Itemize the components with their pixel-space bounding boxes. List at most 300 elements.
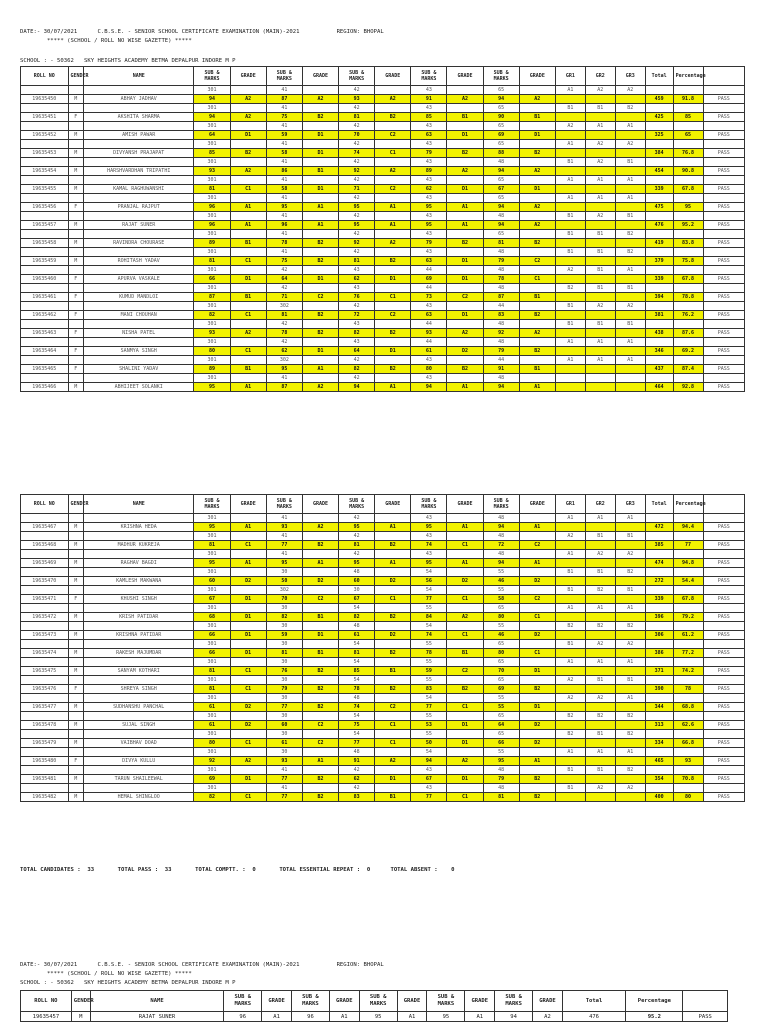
column-header: SUB & MARKS <box>483 495 519 514</box>
total: 464 <box>645 383 673 392</box>
subject-marks: 85 <box>339 667 375 676</box>
subject-code-row <box>21 194 745 203</box>
gender: M <box>68 221 83 230</box>
empty-cell <box>83 194 194 203</box>
subject-marks: 77 <box>339 739 375 748</box>
subject-grade: D2 <box>447 577 483 586</box>
empty-cell <box>375 140 411 149</box>
empty-cell <box>447 766 483 775</box>
internal-grade: B1 <box>615 676 645 685</box>
subject-marks: 81 <box>194 185 230 194</box>
subject-marks: 75 <box>339 721 375 730</box>
subject-code: 65 <box>483 194 519 203</box>
empty-cell <box>83 514 194 523</box>
subject-grade: B2 <box>375 613 411 622</box>
empty-cell <box>447 266 483 275</box>
subject-marks: 78 <box>411 649 447 658</box>
subject-code: 48 <box>483 320 519 329</box>
empty-cell <box>21 586 69 595</box>
subject-code: 301 <box>194 104 230 113</box>
gender: M <box>68 149 83 158</box>
subject-code: 301 <box>194 284 230 293</box>
empty-cell <box>83 122 194 131</box>
subject-code: 54 <box>339 658 375 667</box>
subject-marks: 81 <box>194 257 230 266</box>
subject-code: 48 <box>483 266 519 275</box>
empty-cell <box>375 712 411 721</box>
gr-blank <box>555 185 585 194</box>
subject-grade: A2 <box>533 1012 563 1022</box>
subject-code: 55 <box>411 730 447 739</box>
subject-code: 30 <box>266 694 302 703</box>
empty-cell <box>703 284 744 293</box>
subject-code: 42 <box>339 532 375 541</box>
subject-code: 42 <box>339 176 375 185</box>
subject-code: 302 <box>266 302 302 311</box>
subject-code: 42 <box>339 140 375 149</box>
internal-grade: B1 <box>555 586 585 595</box>
subject-grade: D2 <box>230 721 266 730</box>
empty-cell <box>21 550 69 559</box>
empty-cell <box>68 658 83 667</box>
subject-code: 301 <box>194 158 230 167</box>
empty-cell <box>519 374 555 383</box>
empty-cell <box>302 658 338 667</box>
subject-marks: 67 <box>483 185 519 194</box>
empty-cell <box>21 212 69 221</box>
subject-code: 43 <box>411 374 447 383</box>
empty-cell <box>230 676 266 685</box>
subject-grade: C2 <box>302 595 338 604</box>
empty-cell <box>703 86 744 95</box>
total: 465 <box>645 757 673 766</box>
empty-cell <box>519 320 555 329</box>
subject-marks: 77 <box>411 703 447 712</box>
internal-grade: B1 <box>555 302 585 311</box>
empty-cell <box>230 766 266 775</box>
roll-no: 19635450 <box>21 95 69 104</box>
empty-cell <box>673 302 703 311</box>
column-header: GRADE <box>375 495 411 514</box>
empty-cell <box>447 140 483 149</box>
subject-marks: 75 <box>266 113 302 122</box>
empty-cell <box>230 104 266 113</box>
subject-grade: D2 <box>230 703 266 712</box>
percentage: 78.8 <box>673 293 703 302</box>
gr-blank <box>555 793 585 802</box>
internal-grade: A1 <box>555 140 585 149</box>
page3-school-line: SCHOOL : - 50362 SKY HEIGHTS ACADEMY BETMA DEPALPUR INDORE M P <box>20 980 236 986</box>
student-row <box>21 685 745 694</box>
subject-marks: 91 <box>483 365 519 374</box>
empty-cell <box>302 640 338 649</box>
subject-code: 42 <box>339 212 375 221</box>
gender: M <box>68 613 83 622</box>
internal-grade: B1 <box>615 320 645 329</box>
percentage: 95.2 <box>673 221 703 230</box>
column-header: SUB & MARKS <box>339 67 375 86</box>
empty-cell <box>21 266 69 275</box>
subject-code: 301 <box>194 176 230 185</box>
subject-code: 44 <box>483 302 519 311</box>
total: 459 <box>645 95 673 104</box>
empty-cell <box>302 748 338 757</box>
empty-cell <box>447 86 483 95</box>
subject-grade: B2 <box>519 239 555 248</box>
gr-blank <box>555 221 585 230</box>
subject-marks: 79 <box>483 347 519 356</box>
student-row <box>21 649 745 658</box>
subject-grade: A1 <box>302 203 338 212</box>
result: PASS <box>703 167 744 176</box>
subject-marks: 70 <box>483 667 519 676</box>
gender: F <box>68 595 83 604</box>
subject-marks: 72 <box>339 311 375 320</box>
student-name: SUDHANSHU PANCHAL <box>83 703 194 712</box>
empty-cell <box>68 104 83 113</box>
subject-marks: 64 <box>483 721 519 730</box>
subject-code: 54 <box>411 568 447 577</box>
student-name: APURVA VASKALE <box>83 275 194 284</box>
empty-cell <box>302 374 338 383</box>
subject-code: 301 <box>194 320 230 329</box>
empty-cell <box>673 86 703 95</box>
subject-code: 55 <box>483 694 519 703</box>
total: 385 <box>645 541 673 550</box>
subject-code: 301 <box>194 550 230 559</box>
result: PASS <box>703 383 744 392</box>
result: PASS <box>683 1012 728 1022</box>
empty-cell <box>703 730 744 739</box>
gender: M <box>71 1012 90 1022</box>
gr-blank <box>555 649 585 658</box>
student-row <box>21 523 745 532</box>
gr-blank <box>555 721 585 730</box>
roll-no: 19635473 <box>21 631 69 640</box>
percentage: 94.8 <box>673 559 703 568</box>
empty-cell <box>375 586 411 595</box>
subject-marks: 66 <box>483 739 519 748</box>
gr-blank <box>585 167 615 176</box>
internal-grade: A2 <box>555 532 585 541</box>
student-name: KAMAL RAGHUWANSHI <box>83 185 194 194</box>
subject-marks: 81 <box>266 649 302 658</box>
subject-grade: C1 <box>230 793 266 802</box>
subject-marks: 53 <box>411 721 447 730</box>
gender: F <box>68 113 83 122</box>
subject-code: 54 <box>411 694 447 703</box>
subject-code: 42 <box>339 194 375 203</box>
subject-grade: A1 <box>230 559 266 568</box>
subject-grade: C1 <box>230 685 266 694</box>
result: PASS <box>703 131 744 140</box>
internal-grade: B2 <box>615 104 645 113</box>
subject-marks: 96 <box>194 221 230 230</box>
roll-no: 19635479 <box>21 739 69 748</box>
empty-cell <box>645 550 673 559</box>
empty-cell <box>703 676 744 685</box>
subject-code: 48 <box>483 248 519 257</box>
empty-cell <box>21 640 69 649</box>
subject-marks: 67 <box>411 775 447 784</box>
subject-code: 65 <box>483 104 519 113</box>
subject-code: 30 <box>266 568 302 577</box>
subject-grade: B1 <box>447 649 483 658</box>
subject-grade: B1 <box>230 365 266 374</box>
empty-cell <box>302 176 338 185</box>
empty-cell <box>645 604 673 613</box>
subject-code-row <box>21 230 745 239</box>
total: 325 <box>645 131 673 140</box>
subject-code-row <box>21 622 745 631</box>
subject-grade: B2 <box>302 775 338 784</box>
gender: M <box>68 95 83 104</box>
subject-marks: 95 <box>339 221 375 230</box>
subject-code: 43 <box>339 266 375 275</box>
gr-blank <box>615 775 645 784</box>
total: 381 <box>645 311 673 320</box>
empty-cell <box>673 140 703 149</box>
student-name: DIVYA KULLU <box>83 757 194 766</box>
gr-blank <box>585 257 615 266</box>
subject-grade: D2 <box>519 577 555 586</box>
column-header: GRADE <box>397 991 427 1012</box>
gender: M <box>68 631 83 640</box>
empty-cell <box>375 784 411 793</box>
summary-totals: TOTAL CANDIDATES : 33 TOTAL PASS : 33 TOTAL COMPTT. : 0 TOTAL ESSENTIAL REPEAT : 0 TOTAL ABSENT : 0 <box>20 867 455 873</box>
subject-marks: 81 <box>194 667 230 676</box>
subject-grade: C2 <box>302 293 338 302</box>
subject-marks: 62 <box>266 347 302 356</box>
empty-cell <box>519 194 555 203</box>
empty-cell <box>447 676 483 685</box>
empty-cell <box>302 158 338 167</box>
empty-cell <box>519 284 555 293</box>
column-header: Total <box>645 67 673 86</box>
subject-code: 41 <box>266 86 302 95</box>
subject-marks: 73 <box>411 293 447 302</box>
gr-blank <box>585 721 615 730</box>
student-name: RAGHAV BAGDI <box>83 559 194 568</box>
subject-code: 65 <box>483 658 519 667</box>
empty-cell <box>230 586 266 595</box>
student-name: ABHAY JADHAV <box>83 95 194 104</box>
subject-code: 48 <box>339 694 375 703</box>
gr-blank <box>585 631 615 640</box>
total: 472 <box>645 523 673 532</box>
gr-blank <box>585 275 615 284</box>
subject-code-row <box>21 176 745 185</box>
internal-grade: A2 <box>585 140 615 149</box>
subject-grade: B2 <box>302 113 338 122</box>
subject-code: 301 <box>194 604 230 613</box>
subject-grade: C1 <box>230 347 266 356</box>
column-header: ROLL NO <box>21 67 69 86</box>
subject-code: 301 <box>194 676 230 685</box>
student-name: SUJAL SINGH <box>83 721 194 730</box>
column-header: NAME <box>90 991 223 1012</box>
internal-grade: A1 <box>585 604 615 613</box>
subject-code: 301 <box>194 730 230 739</box>
student-row <box>21 203 745 212</box>
empty-cell <box>673 568 703 577</box>
subject-marks: 67 <box>194 595 230 604</box>
subject-grade: D1 <box>302 347 338 356</box>
subject-code: 43 <box>339 338 375 347</box>
subject-marks: 62 <box>339 275 375 284</box>
subject-grade: A2 <box>519 95 555 104</box>
subject-code-row <box>21 302 745 311</box>
column-header: ROLL NO <box>21 991 72 1012</box>
subject-marks: 89 <box>411 167 447 176</box>
gender: F <box>68 275 83 284</box>
subject-code-row <box>21 532 745 541</box>
subject-marks: 50 <box>411 739 447 748</box>
roll-no: 19635464 <box>21 347 69 356</box>
internal-grade: A1 <box>555 658 585 667</box>
total: 400 <box>645 793 673 802</box>
internal-grade: A1 <box>615 356 645 365</box>
gender: F <box>68 365 83 374</box>
empty-cell <box>230 658 266 667</box>
total: 354 <box>645 775 673 784</box>
subject-code: 42 <box>266 284 302 293</box>
subject-grade: B2 <box>302 329 338 338</box>
empty-cell <box>302 784 338 793</box>
column-header: GR1 <box>555 67 585 86</box>
subject-marks: 64 <box>194 131 230 140</box>
empty-cell <box>21 604 69 613</box>
gr-blank <box>615 383 645 392</box>
subject-grade: A1 <box>447 383 483 392</box>
empty-cell <box>302 356 338 365</box>
gender: M <box>68 559 83 568</box>
roll-no: 19635477 <box>21 703 69 712</box>
empty-cell <box>645 212 673 221</box>
empty-cell <box>230 176 266 185</box>
subject-code: 48 <box>483 784 519 793</box>
empty-cell <box>447 532 483 541</box>
subject-grade: B1 <box>230 239 266 248</box>
subject-marks: 95 <box>339 559 375 568</box>
subject-code-row <box>21 374 745 383</box>
subject-grade: A2 <box>230 113 266 122</box>
internal-grade: B2 <box>615 730 645 739</box>
percentage: 87.4 <box>673 365 703 374</box>
roll-no: 19635470 <box>21 577 69 586</box>
empty-cell <box>447 748 483 757</box>
subject-marks: 81 <box>483 793 519 802</box>
subject-code: 65 <box>483 640 519 649</box>
empty-cell <box>447 694 483 703</box>
gr-blank <box>555 365 585 374</box>
subject-code: 42 <box>339 374 375 383</box>
total: 313 <box>645 721 673 730</box>
empty-cell <box>68 302 83 311</box>
subject-grade: A2 <box>230 757 266 766</box>
subject-marks: 74 <box>339 703 375 712</box>
subject-grade: A2 <box>519 167 555 176</box>
subject-code: 65 <box>483 730 519 739</box>
result: PASS <box>703 775 744 784</box>
internal-grade: B1 <box>585 532 615 541</box>
subject-marks: 50 <box>266 577 302 586</box>
empty-cell <box>68 356 83 365</box>
percentage: 54.4 <box>673 577 703 586</box>
result: PASS <box>703 541 744 550</box>
gr-blank <box>615 577 645 586</box>
subject-code-row <box>21 320 745 329</box>
internal-grade: B1 <box>555 568 585 577</box>
empty-cell <box>21 338 69 347</box>
subject-code: 301 <box>194 622 230 631</box>
result: PASS <box>703 221 744 230</box>
student-name: MANI CHOUHAN <box>83 311 194 320</box>
subject-grade: B2 <box>447 365 483 374</box>
student-row <box>21 667 745 676</box>
subject-grade: D1 <box>230 275 266 284</box>
empty-cell <box>519 158 555 167</box>
total: 334 <box>645 739 673 748</box>
subject-code-row <box>21 730 745 739</box>
empty-cell <box>68 212 83 221</box>
gr-blank <box>585 383 615 392</box>
empty-cell <box>447 122 483 131</box>
subject-code: 42 <box>266 266 302 275</box>
empty-cell <box>673 194 703 203</box>
student-name: KRISH PATIDAR <box>83 613 194 622</box>
empty-cell <box>519 86 555 95</box>
empty-cell <box>83 338 194 347</box>
gr-blank <box>555 257 585 266</box>
empty-cell <box>21 194 69 203</box>
internal-grade: A1 <box>615 176 645 185</box>
subject-marks: 85 <box>194 149 230 158</box>
gr-blank <box>555 203 585 212</box>
subject-marks: 72 <box>483 541 519 550</box>
result: PASS <box>703 293 744 302</box>
gr-blank <box>585 613 615 622</box>
subject-grade: D1 <box>230 613 266 622</box>
empty-cell <box>447 514 483 523</box>
subject-code: 44 <box>411 338 447 347</box>
empty-cell <box>21 356 69 365</box>
internal-grade: B1 <box>615 586 645 595</box>
subject-marks: 66 <box>194 649 230 658</box>
column-header: GRADE <box>262 991 292 1012</box>
empty-cell <box>68 622 83 631</box>
internal-grade: A2 <box>615 784 645 793</box>
internal-grade: A1 <box>585 194 615 203</box>
student-name: SHALINI YADAV <box>83 365 194 374</box>
empty-cell <box>230 356 266 365</box>
internal-grade: A1 <box>555 356 585 365</box>
subject-marks: 82 <box>194 793 230 802</box>
empty-cell <box>302 622 338 631</box>
column-header: SUB & MARKS <box>266 67 302 86</box>
gr-blank <box>615 757 645 766</box>
subject-grade: A1 <box>230 203 266 212</box>
subject-code: 41 <box>266 550 302 559</box>
internal-grade: A1 <box>615 122 645 131</box>
total: 306 <box>645 631 673 640</box>
subject-code: 41 <box>266 784 302 793</box>
subject-code: 48 <box>483 284 519 293</box>
subject-grade: C1 <box>447 793 483 802</box>
subject-grade: C1 <box>230 311 266 320</box>
empty-cell <box>447 622 483 631</box>
subject-code: 48 <box>339 568 375 577</box>
